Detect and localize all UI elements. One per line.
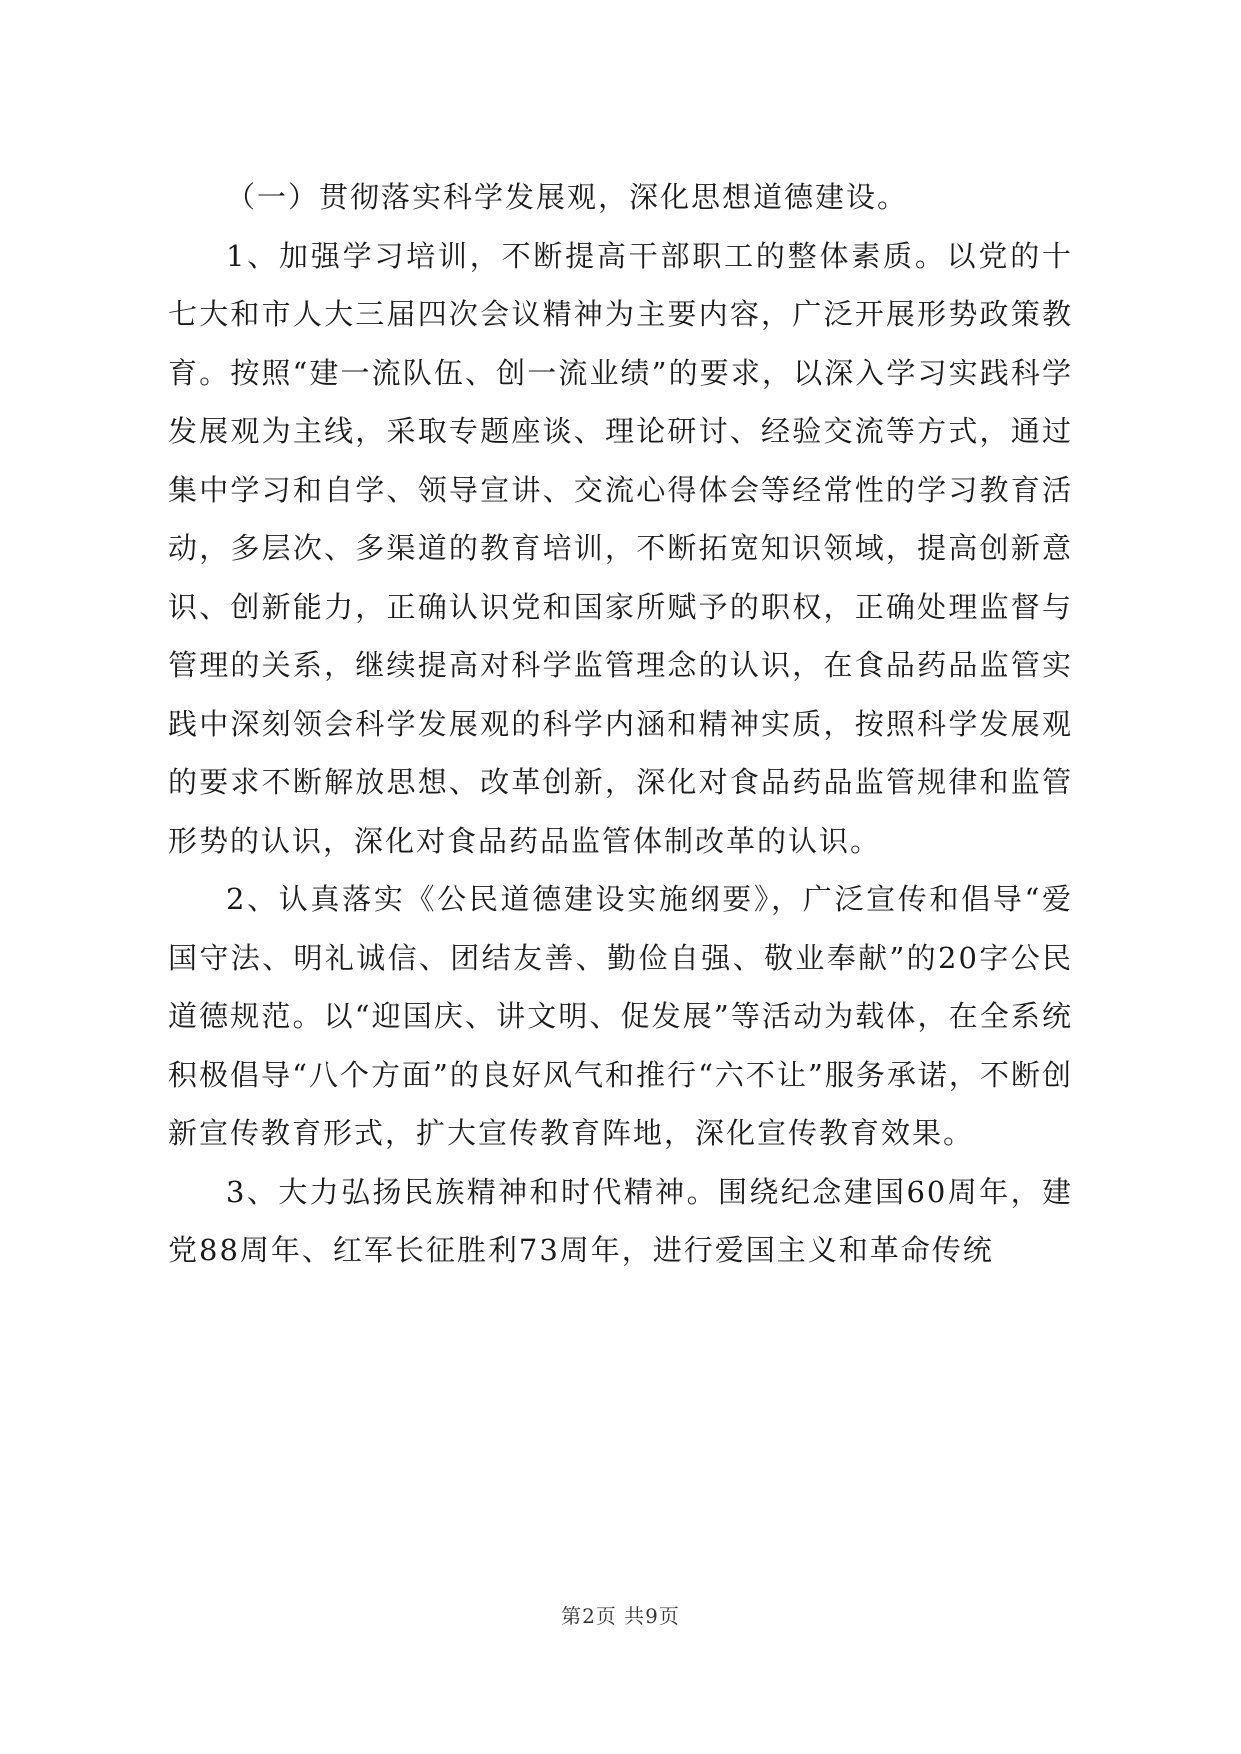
section-heading: （一）贯彻落实科学发展观，深化思想道德建设。	[226, 180, 909, 214]
paragraph-2: 2、认真落实《公民道德建设实施纲要》，广泛宣传和倡导“爱国守法、明礼诚信、团结友善、勤俭自强、敬业奉献”的20字公民道德规范。以“迎国庆、讲文明、促发展”等活动为载体，在全系统积极倡导“八个方面”的良好风气和推行“六不让”服务承诺，不断创新宣传教育形式，扩大宣传教育阵地，深化宣传教育效果。	[168, 882, 1073, 1150]
paragraph-3: 3、大力弘扬民族精神和时代精神。围绕纪念建国60周年，建党88周年、红军长征胜利73周年，进行爱国主义和革命传统	[168, 1174, 1073, 1267]
page-footer: 第2页 共9页	[561, 1604, 680, 1628]
paragraph-1: 1、加强学习培训，不断提高干部职工的整体素质。以党的十七大和市人大三届四次会议精神为主要内容，广泛开展形势政策教育。按照“建一流队伍、创一流业绩”的要求，以深入学习实践科学发展观为主线，采取专题座谈、理论研讨、经验交流等方式，通过集中学习和自学、领导宣讲、交流心得体会等经常性的学习教育活动，多层次、多渠道的教育培训，不断拓宽知识领域，提高创新意识、创新能力，正确认识党和国家所赋予的职权，正确处理监督与管理的关系，继续提高对科学监管理念的认识，在食品药品监管实践中深刻领会科学发展观的科学内涵和精神实质，按照科学发展观的要求不断解放思想、改革创新，深化对食品药品监管规律和监管形势的认识，深化对食品药品监管体制改革的认识。	[168, 238, 1073, 858]
document-body	[168, 168, 1073, 1280]
